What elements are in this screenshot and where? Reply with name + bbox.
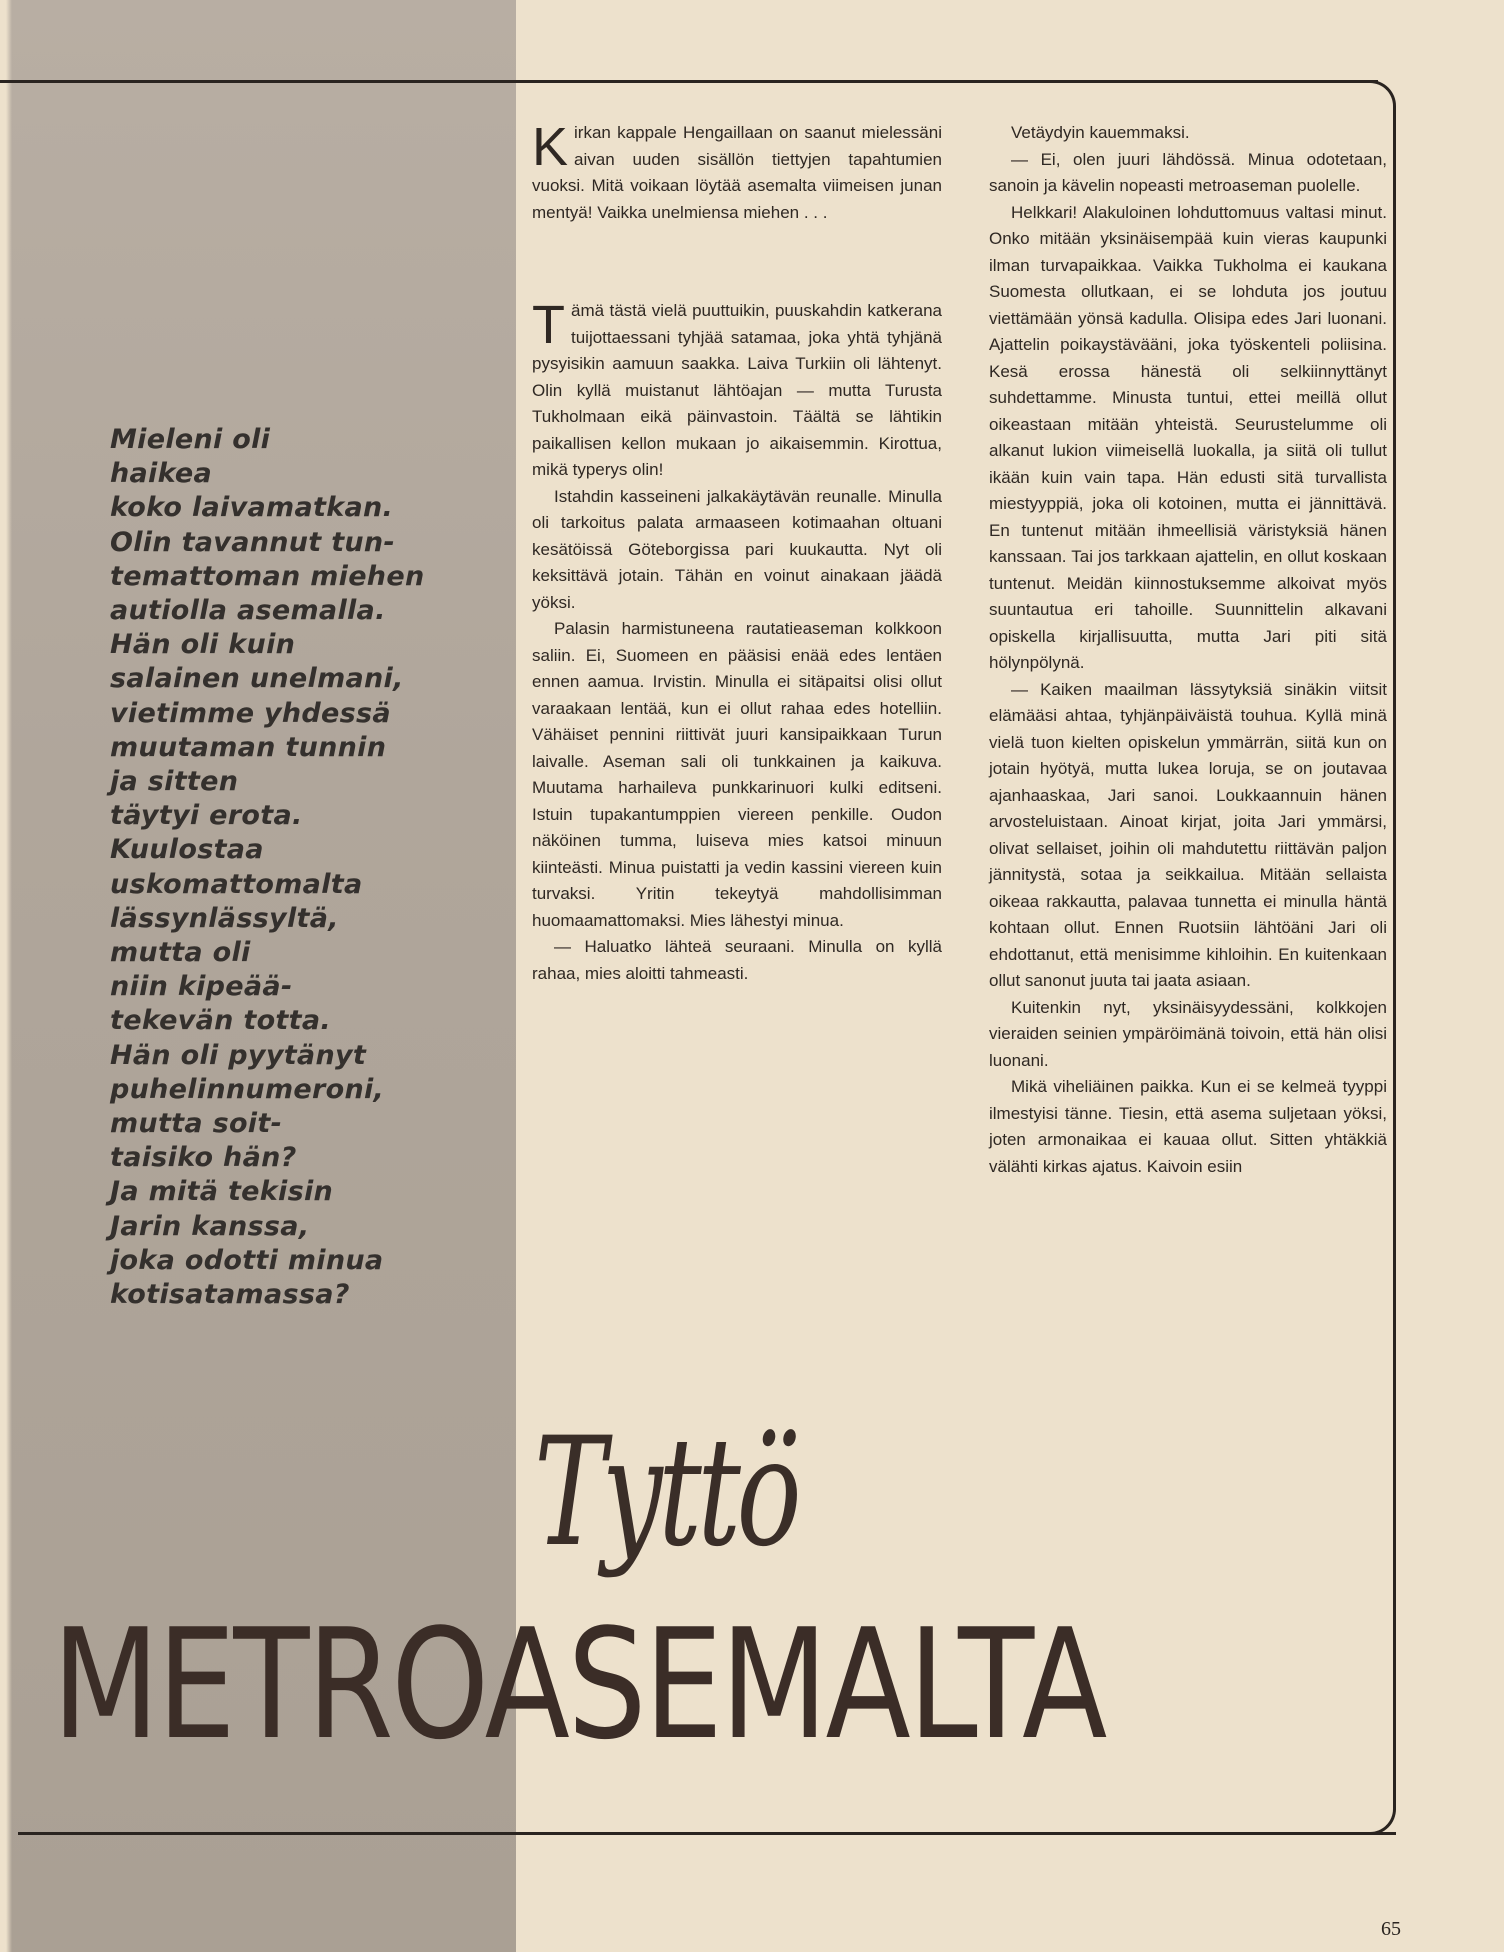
body-paragraph: Palasin harmistuneena rautatieaseman kolkkoon saliin. Ei, Suomeen en pääsisi enää edes lentäen ennen aamua. Irvistin. Minulla ei sitäpaitsi olisi ollut varaakaan lentää, kun ei ollut rahaa edes hotelliin. Vähäiset pennini riittivät juuri kansipaikkaan Turun laivalle. Aseman sali oli tunkkainen ja kaikuva. Muutama harhaileva punkkarinuori kulki editseni. Istuin tupakantumppien viereen penkille. Oudon näköinen tumma, luiseva mies katsoi minuun kiinteästi. Minua puistatti ja vedin kassini viereen kuin turvaksi. Yritin tekeytyä mahdollisimman huomaamattomaksi. Mies lähestyi minua. [532, 619, 942, 930]
body-paragraph: Helkkari! Alakuloinen lohduttomuus valtasi minut. Onko mitään yksinäisempää kuin vieras kaupunki ilman turvapaikkaa. Vaikka Tukholma ei kaukana Suomesta ollutkaan, ei se lohduta jos joutuu viettämään yönsä kadulla. Olisipa edes Jari luonani. Ajattelin poikaystävääni, joka työskenteli poliisina. Kesä erossa hänestä oli selkiinnyttänyt suhdettamme. Minusta tuntui, ettei meillä ollut oikeastaan mitään yhteistä. Seurustelumme oli alkanut lukion viimeisellä luokalla, ja siitä oli tullut ikään kuin vain tapa. Hän edusti sitä turvallista miestyyppiä, joka oli kotoinen, mutta ei jännittävä. En tuntenut mitään ihmeellisiä väristyksiä hänen kanssaan. Tai jos tarkkaan ajattelin, en ollut koskaan tuntenut. Meidän kiinnostuksemme alkoivat myös suuntautua eri tahoille. Suunnittelin alkavani opiskella kirjallisuutta, mutta Jari piti sitä hölynpölynä. [989, 202, 1387, 672]
drop-cap: T [532, 295, 565, 355]
frame-corner-bottom-right [1346, 1786, 1396, 1835]
body-paragraph: — Haluatko lähteä seuraani. Minulla on kyllä rahaa, mies aloitti tahmeasti. [532, 937, 942, 983]
body-paragraph: Istahdin kasseineni jalkakäytävän reunalle. Minulla oli tarkoitus palata armaaseen kotimaahan oltuani kesätöissä Göteborgissa pari kuukautta. Nyt oli keksittävä jotain. Tähän en voinut ainakaan jäädä yöksi. [532, 486, 942, 612]
body-paragraph: Kuitenkin nyt, yksinäisyydessäni, kolkkojen vieraiden seinien ympäröimänä toivoin, että hän olisi luonani. [989, 997, 1387, 1070]
body-paragraph: — Kaiken maailman lässytyksiä sinäkin viitsit elämääsi ahtaa, tyhjänpäiväistä touhua. Kyllä minä vielä tuon kielten opiskelun ymmärrän, siitä kun on jotain hyötyä, mutta lukea loruja, se on joutavaa ajanhaaskaa, Jari sanoi. Loukkaannuin hänen arvosteluistaan. Ainoat kirjat, joita Jari ymmärsi, olivat sellaiset, joihin oli mahdutettu riittävän paljon jännitystä, sotaa ja seikkailua. Mitään sellaista oikeaa rakkautta, palavaa tunnetta ei minulla häntä kohtaan ollut. Ennen Ruotsiin lähtöäni Jari oli ehdottanut, että menisimme kihloihin. En kuitenkaan ollut sanonut juuta tai jaata asiaan. [989, 679, 1387, 990]
body-paragraph: Vetäydyin kauemmaksi. [1011, 123, 1190, 142]
frame-line-right [1393, 120, 1396, 1810]
intro-paragraph [532, 117, 942, 226]
title-main-word: METROASEMALTA [52, 1596, 1105, 1773]
body-paragraph: Mikä viheliäinen paikka. Kun ei se kelmeä tyyppi ilmestyisi tänne. Tiesin, että asema suljetaan yöksi, joten armonaikaa ei kauaa ollut. Sitten yhtäkkiä välähti kirkas ajatus. Kaivoin esiin [989, 1077, 1387, 1176]
body-first-paragraph [532, 295, 942, 484]
article-column-2 [989, 120, 1387, 1180]
frame-line-bottom [18, 1832, 1396, 1835]
body-paragraph: — Ei, olen juuri lähdössä. Minua odotetaan, sanoin ja kävelin nopeasti metroaseman puolelle. [989, 149, 1387, 195]
section-gap [532, 226, 942, 298]
intro-text: irkan kappale Hengaillaan on saanut mielessäni aivan uuden sisällön tiettyjen tapahtumien vuoksi. Mitä voikaan löytää asemalta viimeisen junan mentyä! Vaikka unelmiensa miehen . . . [532, 123, 942, 222]
pull-quote: Mieleni oli haikea koko laivamatkan. Olin tavannut tun- temattoman miehen autiolla asemalla. Hän oli kuin salainen unelmani, vietimme yhdessä muutaman tunnin ja sitten täytyi erota. Kuulostaa uskomattomalta lässynlässyltä, mutta oli niin kipeää- tekevän totta. Hän oli pyytänyt puhelinnumeroni, mutta soit- taisiko hän? Ja mitä tekisin Jarin kanssa, joka odotti minua kotisatamassa? [110, 424, 425, 1311]
title-script-word: Tyttö [534, 1406, 798, 1580]
article-column-1 [532, 117, 942, 987]
page-number: 65 [1381, 1918, 1401, 1940]
drop-cap: K [532, 117, 569, 177]
body-first-text: ämä tästä vielä puuttuikin, puuskahdin katkerana tuijottaessani tyhjää satamaa, joka yhtä tyhjänä pysyisikin aamuun saakka. Laiva Turkiin oli lähtenyt. Olin kyllä muistanut lähtöajan — mutta Turusta Tukholmaan eikä päinvastoin. Täältä se lähtikin paikallisen kellon mukaan jo aikaisemmin. Kirottua, mikä typerys olin! [532, 301, 942, 479]
frame-line-top [0, 80, 1378, 83]
